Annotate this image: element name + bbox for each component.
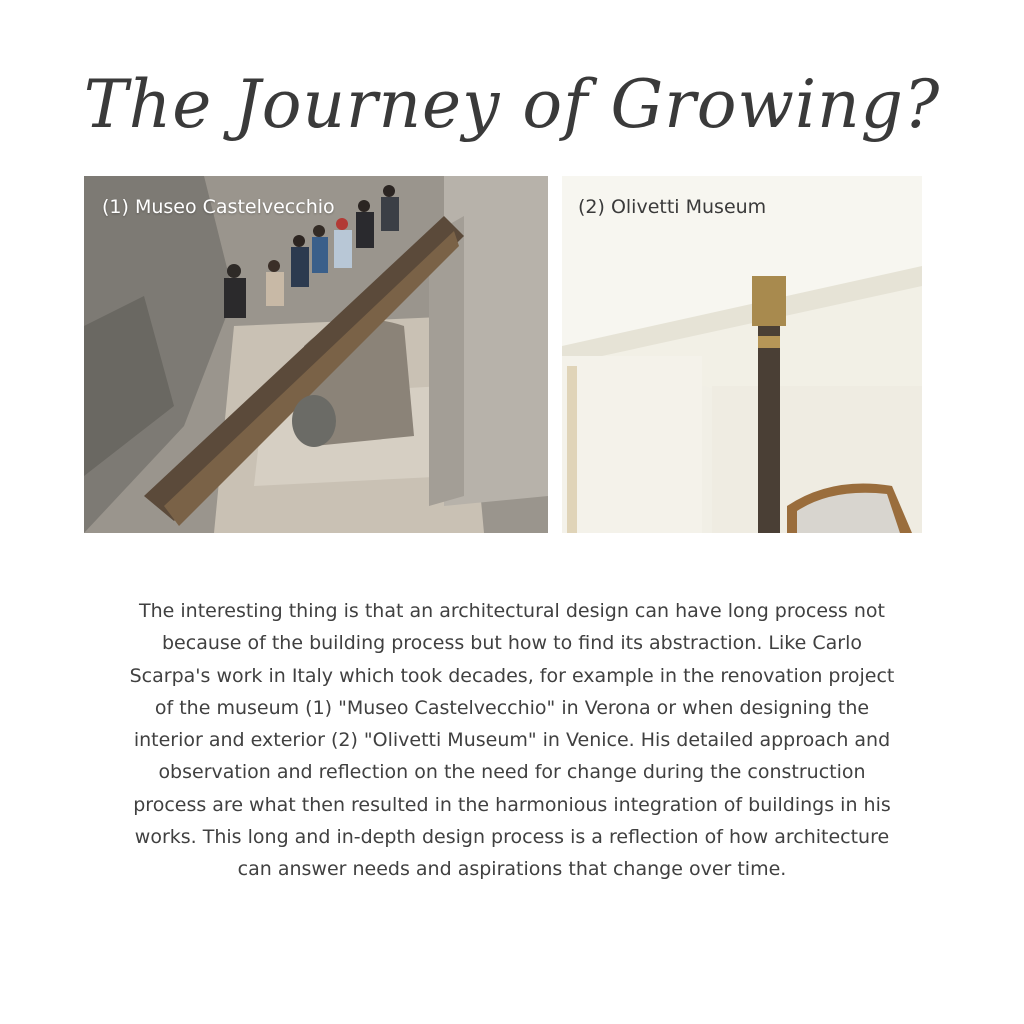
- olivetti-museum-caption: (2) Olivetti Museum: [578, 196, 767, 218]
- olivetti-museum-image: [562, 176, 922, 533]
- olivetti-museum-photo: [562, 176, 922, 533]
- museo-castelvecchio-photo: [84, 176, 548, 533]
- museo-castelvecchio-image: [84, 176, 548, 533]
- body-paragraph: The interesting thing is that an architectural design can have long process not because of the building process but how to find its abstraction. Like Carlo Scarpa's work in Italy which took decades, for example in the renovation project of the museum (1) "Museo Castelvecchio" in Verona or when designing the interior and exterior (2) "Olivetti Museum" in Venice. His detailed approach and observation and reflection on the need for change during the construction process are what then resulted in the harmonious integration of buildings in his works. This long and in-depth design process is a reflection of how architecture can answer needs and aspirations that change over time.: [129, 600, 895, 881]
- page-title: The Journey of Growing?: [83, 66, 941, 143]
- museo-castelvecchio-caption: (1) Museo Castelvecchio: [102, 196, 335, 218]
